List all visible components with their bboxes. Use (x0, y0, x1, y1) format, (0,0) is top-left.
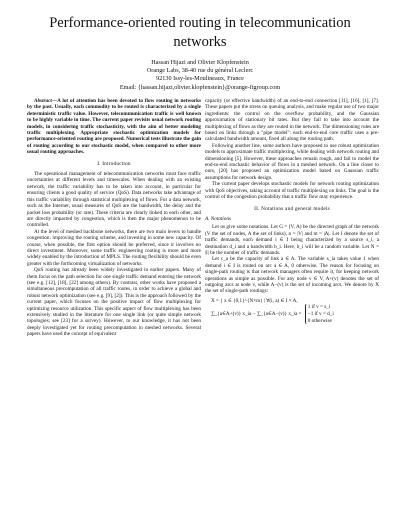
author-email: Email: {hassan.hijazi,olivier.klopfenstein}@orange-ftgroup.com (119, 83, 281, 91)
routing-set-equation (211, 298, 379, 324)
notations-paragraph-2: Let c_a be the capacity of link a ∈ A. The variable x_ia takes value 1 when demand i ∈ I is routed on arc a ∈ A, 0 otherwise. The reason for focusing on single-path routing is that network managers often require it, for keeping network operations as simple as possible. For any node v ∈ V, A+(v) denotes the set of outgoing arcs at node v, while A−(v) is the set of incoming arcs. We denote by X the set of single-path routings: (205, 256, 379, 295)
intro-paragraph-3: QoS routing has already been widely investigated in earlier papers. Many of them focus on the path selection for one single traffic demand entering the network (see e.g. [12], [18], [22] among others). By contrast, other works have proposed a simultaneous precomputation of all traffic routes, in order to achieve a global and robust network optimization (see e.g. [9], [2]). This is the approach followed by the current paper, which focuses on the positive impact of flow multiplexing for optimizing resource utilization. This specific aspect of flow multiplexing has been extensively studied in the literature for one single link (or quite simple network topologies; see [23] for a survey). However, to our knowledge, it has not been deeply investigated yet for routing precomputation in meshed networks. Several papers have used the concept of equivalent (27, 267, 201, 338)
author-block (60, 59, 340, 92)
section-heading-introduction: I. Introduction (97, 160, 131, 167)
title-line-2: networks (173, 34, 227, 50)
intro-paragraph-1: The operational management of telecommunication networks must face traffic uncertainties at different levels and timescales. When dealing with an existing network, the traffic variability has to be taken into account, in particular for ensuring clients a good quality of service (QoS). Data networks take advantage of this traffic variability through statistical multiplexing of flows. For a data network, such as the Internet, usual measures of QoS are the bandwidth, the delay and the packet loss probability (or rate). These criteria are clearly linked to each other, and are directly impacted by congestion, which is then the major phenomenon to be controlled. (27, 171, 201, 229)
author-names: Hassan Hijazi and Olivier Klopfenstein (151, 59, 249, 66)
affiliation-line-2: 92130 Issy-les-Moulineaux, France (156, 75, 244, 83)
case-source: 1 if v = s_i (307, 304, 331, 311)
equation-flow-balance: ∑_{a∈A+(v)} x_ia − ∑_{a∈A−(v)} x_ia = (211, 311, 302, 318)
right-paragraph-3: The current paper develops stochastic models for network routing optimization with QoS objectives, taking account of traffic multiplexing on links. The goal is the control of the congestion probability that a traffic flow may experience. (205, 181, 379, 201)
abstract-text: —A lot of attention has been devoted to flow routing in networks by the past. Usually, each commodity to be routed is characterized by a single deterministic traffic value. However, telecommunication traffic is well known to be highly variable in time. The current paper revisits usual network routing models, in considering traffic stochasticity, with the aim of better modeling traffic multiplexing. Appropriate stochastic optimization models for performance-oriented routing are proposed. Numerical tests illustrate the gain of routing according to our stochastic model, when compared to other more usual routing approaches. (27, 98, 201, 156)
left-column (27, 98, 201, 338)
case-otherwise: 0 otherwise (307, 317, 332, 324)
title-line-1: Performance-oriented routing in telecommunication (49, 15, 351, 31)
affiliation-line-1: Orange Labs, 38-40 rue du général Leclerc (146, 67, 254, 75)
abstract (27, 98, 201, 156)
section-heading-notations: II. Notations and general models (254, 205, 330, 212)
equation-line-2 (211, 304, 379, 324)
abstract-label: Abstract (34, 98, 52, 104)
case-destination: −1 if v = d_i (307, 310, 334, 317)
right-column (205, 98, 379, 327)
notations-paragraph-1: Let us give some notations. Let G = (V, A) be the directed graph of the network (V the set of nodes, A the set of links), n = |V| and m = |A|. Let I denote the set of traffic demands, each demand i ∈ I being characterized by a source s_i, a destination d_i and a bandwidth b_i. Here, b_i will be a random variable. Let N = |I| be the number of traffic demands. (205, 224, 379, 256)
right-paragraph-2: Following another line, some authors have proposed to use robust optimization models to approximate traffic multiplexing, while dealing with network routing and dimensioning [5]. However, these approaches remain rough, and fail to model the end-to-end stochastic behavior of flows in a meshed network. On a line closer to ours, [20] has proposed an optimization model based on Gaussian traffic assumptions for network design. (205, 142, 379, 181)
equation-line-1: X = { x ∈ {0,1}^{N×m} | ∀(i, a) ∈ I × A, (211, 297, 298, 304)
paper-title (20, 14, 380, 52)
equation-cases (305, 304, 334, 324)
subsection-heading-notations: A. Notations (205, 215, 231, 222)
right-paragraph-1: capacity (or effective bandwidth) of an end-to-end connection [11], [16], [1], [7]. These papers put the stress on queuing analysis, and make regular use of two major ingredients: the control on the overflow probability, and the Gaussian approximation of stationary bit rates. But they fail to take into account the multiplexing of flows as they are routed in the network. The dimensioning rules are based on links through a "pipe model": each end-to-end core traffic uses a pre-calculated bandwidth amount, fixed all along the routing path. (205, 98, 379, 143)
intro-paragraph-2: At the level of meshed backbone networks, there are two main levers to handle congestion: improving the routing scheme, and investing in some new capacity. Of course, when possible, the first option should be preferred, since it involves no direct investment. Moreover, some traffic engineering routing is more and more widely enabled by the introduction of MPLS. The routing flexibility should be even greater with the forthcoming virtualization of networks. (27, 228, 201, 267)
